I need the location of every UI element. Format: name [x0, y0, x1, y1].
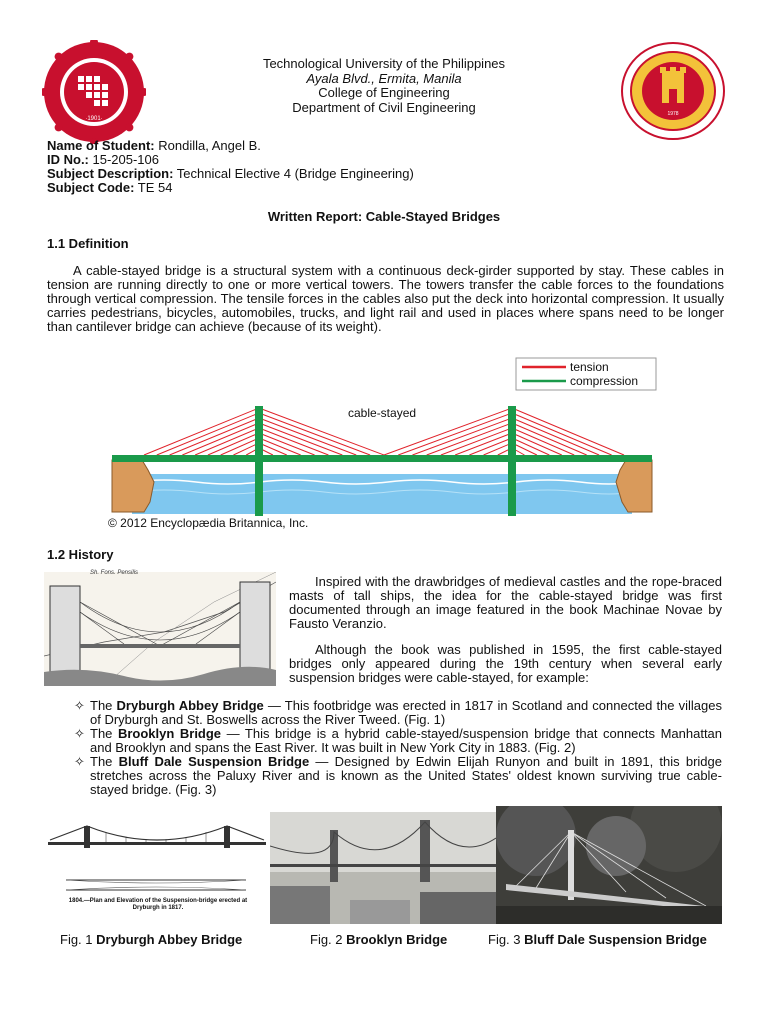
list-item	[74, 754, 722, 797]
university-address: Ayala Blvd., Ermita, Manila	[306, 70, 462, 86]
id-label: ID No.:	[47, 152, 89, 167]
list-item-text: — This footbridge was erected in 1817 in Scotland and connected the villages of Dryburgh and St. Boswells across the River Tweed. (Fig. 1)	[90, 698, 722, 727]
list-item	[74, 726, 723, 755]
stay-cable	[259, 423, 342, 455]
fig1-caption	[60, 932, 242, 947]
section-definition-heading-wrap	[47, 236, 129, 251]
sketch-caption: Sh. Fons. Pensilis	[90, 570, 139, 576]
cable-stayed-diagram	[104, 352, 664, 536]
subject-code-value: TE 54	[134, 180, 173, 195]
list-item-pre: The	[90, 754, 119, 769]
tower-right	[508, 406, 516, 516]
history-paragraph-1: Inspired with the drawbridges of medieval castles and the rope-braced masts of tall ships, the idea for the cable-stayed bridge was first documented through an image featured in the book Machinae Novae by Fausto Veranzio.	[289, 574, 722, 631]
definition-paragraph: A cable-stayed bridge is a structural system with a continuous deck-girder supported by stay. These cables in tension are running directly to one or more vertical towers. The towers transfer the cable forces to the foundations through vertical compression. The tensile forces in the cables also put the deck into horizontal compression. It usually carries pedestrians, bicycles, automobiles, trucks, and light rail and used in places where spans need to be longer than cantilever bridge can achieve (because of its weight).	[47, 263, 724, 334]
id-value: 15-205-106	[88, 152, 160, 167]
report-title-wrap	[0, 209, 768, 224]
machinae-novae-sketch	[44, 572, 276, 686]
fig1-inscription: 1804.—Plan and Elevation of the Suspension-bridge erected at Dryburgh in 1817.	[68, 898, 248, 911]
diamond-bullet-icon: ✧	[74, 698, 85, 713]
fig1-caption-prefix: Fig. 1	[60, 932, 97, 947]
stay-cable	[512, 428, 574, 455]
fig3-bluff-dale-image	[496, 806, 722, 924]
stay-cable	[259, 443, 287, 455]
fig2-caption-prefix: Fig. 2	[310, 932, 347, 947]
legend-tension-label: tension	[570, 360, 609, 374]
college-name: College of Engineering	[318, 85, 450, 100]
history-paragraph-2: Although the book was published in 1595, the first cable-stayed bridges only appeared during the 19th century when several early suspension bridges were cable-stayed, for example:	[289, 642, 722, 685]
college-of-engineering-seal-logo	[620, 41, 726, 141]
tower-left	[255, 406, 263, 516]
list-item-pre: The	[90, 726, 118, 741]
stay-cable	[427, 423, 512, 455]
section-history-heading: 1.2 History	[47, 547, 114, 562]
stay-cable	[484, 443, 512, 455]
report-title: Written Report: Cable-Stayed Bridges	[267, 209, 501, 224]
section-definition-heading: 1.1 Definition	[47, 236, 129, 251]
student-info	[47, 139, 647, 195]
list-item-text: — This bridge is a hybrid cable-stayed/suspension bridge that connects Manhattan and Brooklyn and spans the East River. It was built in New York City in 1883. (Fig. 2)	[90, 726, 723, 755]
diagram-credit: © 2012 Encyclopædia Britannica, Inc.	[108, 516, 309, 530]
student-name-label: Name of Student:	[47, 138, 155, 153]
diagram-label: cable-stayed	[348, 406, 417, 420]
diamond-bullet-icon: ✧	[74, 726, 85, 741]
university-header	[200, 57, 568, 115]
list-item-text: — Designed by Edwin Elijah Runyon and built in 1891, this bridge stretches across the Paluxy River and is known as the United States' oldest known surviving true cable-stayed bridge. (Fig. 3)	[90, 754, 722, 797]
stay-cable	[182, 423, 259, 455]
fig3-caption	[488, 932, 707, 947]
fig3-caption-prefix: Fig. 3	[488, 932, 525, 947]
stay-cable	[441, 428, 512, 455]
diamond-bullet-icon: ✧	[74, 754, 85, 769]
id-row	[47, 153, 647, 167]
stay-cable	[512, 408, 624, 455]
fig2-brooklyn-image	[270, 812, 496, 924]
subject-description-row	[47, 167, 647, 181]
tup-seal-logo	[42, 40, 146, 144]
fig1-caption-name: Dryburgh Abbey Bridge	[96, 932, 243, 947]
fig2-caption	[310, 932, 447, 947]
student-name-value: Rondilla, Angel B.	[154, 138, 261, 153]
fig2-caption-name: Brooklyn Bridge	[346, 932, 448, 947]
stay-cable	[259, 428, 328, 455]
fig3-caption-name: Bluff Dale Suspension Bridge	[524, 932, 707, 947]
list-item-bridge-name: Bluff Dale Suspension Bridge	[118, 754, 310, 769]
fig1-dryburgh-image	[46, 818, 268, 922]
subject-description-label: Subject Description:	[47, 166, 174, 181]
list-item-bridge-name: Brooklyn Bridge	[117, 726, 222, 741]
subject-code-row	[47, 181, 647, 195]
legend-compression-label: compression	[570, 374, 639, 388]
list-item	[74, 698, 722, 727]
student-name-row	[47, 139, 647, 153]
department-name: Department of Civil Engineering	[292, 99, 476, 115]
subject-description-value: Technical Elective 4 (Bridge Engineering)	[173, 166, 414, 181]
university-name: Technological University of the Philippines	[262, 56, 506, 71]
svg-text:1978: 1978	[667, 111, 679, 117]
section-history-heading-wrap	[47, 547, 113, 562]
stay-cable	[512, 423, 587, 455]
list-item-pre: The	[90, 698, 117, 713]
list-item-bridge-name: Dryburgh Abbey Bridge	[116, 698, 264, 713]
svg-text:·1901·: ·1901·	[85, 116, 103, 122]
stay-cable	[195, 428, 259, 455]
stay-cable	[144, 408, 259, 455]
subject-code-label: Subject Code:	[47, 180, 135, 195]
